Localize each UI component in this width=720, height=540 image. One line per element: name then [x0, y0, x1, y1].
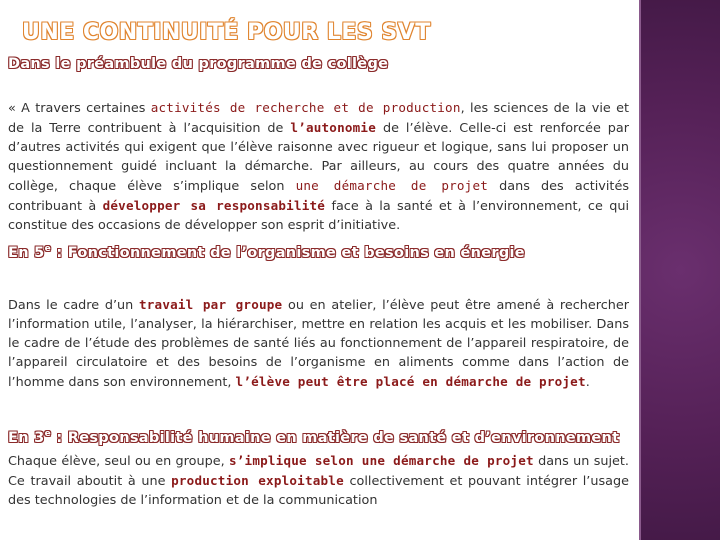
heading-sup: e	[44, 244, 51, 255]
text-run: Dans le cadre d’un	[8, 298, 139, 313]
text-run: dans un sujet. Ce travail aboutit à une	[8, 454, 629, 489]
heading-text: En 3	[8, 430, 45, 446]
heading-text: : Responsabilité humaine en matière de santé et d’environnement	[50, 430, 620, 446]
heading-sup: e	[44, 429, 51, 440]
highlight-demarche-projet: l’élève peut être placé en démarche de projet	[235, 374, 586, 389]
text-run: dans des activités contribuant à	[8, 179, 629, 214]
highlight-responsabilite: développer sa responsabilité	[102, 198, 326, 213]
side-decor-panel	[641, 0, 720, 540]
highlight-travail-groupe: travail par groupe	[138, 297, 283, 312]
highlight-recherche-production: activités de recherche et de production	[150, 100, 461, 115]
text-run: de l’élève. Celle-ci est renforcée par d’autres activités qui exigent que l’élève raisonne avec rigueur et logique, sans lui proposer un questionnement guidé incluant la démarche. Par ailleurs, au cours des quatre années du collège, chaque élève s’implique selon	[8, 121, 630, 194]
slide-title: UNE CONTINUITÉ POUR LES SVT	[22, 20, 431, 45]
section-heading-preamble: Dans le préambule du programme de collège	[8, 56, 389, 72]
highlight-implique-projet: s’implique selon une démarche de projet	[228, 453, 534, 468]
text-run: ou en atelier, l’élève peut être amené à rechercher l’information utile, l’analyser, la hiérarchiser, mettre en relation les acquis et les mobiliser. Dans le cadre de l’étude des problèmes de santé liés au fonctionnement de l’appareil respiratoire, de l’appareil circulatoire et des besoins de l’organisme en aliments comme dans l’action de l’homme dans son environnement,	[8, 298, 630, 390]
section-heading-3e	[8, 430, 619, 446]
heading-text: : Fonctionnement de l’organisme et besoins en énergie	[50, 245, 525, 261]
text-run: face à la santé et à l’environnement, ce qui constitue des occasions de développer son esprit d’initiative.	[8, 199, 629, 233]
heading-text: En 5	[8, 245, 45, 261]
text-run: collectivement et pouvant intégrer l’usage des technologies de l’information et de la communication	[8, 474, 629, 508]
paragraph-3e	[8, 451, 629, 510]
highlight-autonomie: l’autonomie	[290, 120, 376, 135]
text-run: « A travers certaines	[8, 101, 151, 116]
paragraph-preamble	[8, 98, 629, 235]
text-run: .	[585, 375, 590, 390]
highlight-demarche-projet: une démarche de projet	[295, 178, 489, 193]
section-heading-5e	[8, 245, 525, 261]
text-run: , les sciences de la vie et de la Terre contribuent à l’acquisition de	[8, 101, 629, 136]
text-run: Chaque élève, seul ou en groupe,	[8, 454, 229, 469]
highlight-production-exploitable: production exploitable	[171, 473, 344, 488]
paragraph-5e	[8, 295, 629, 392]
